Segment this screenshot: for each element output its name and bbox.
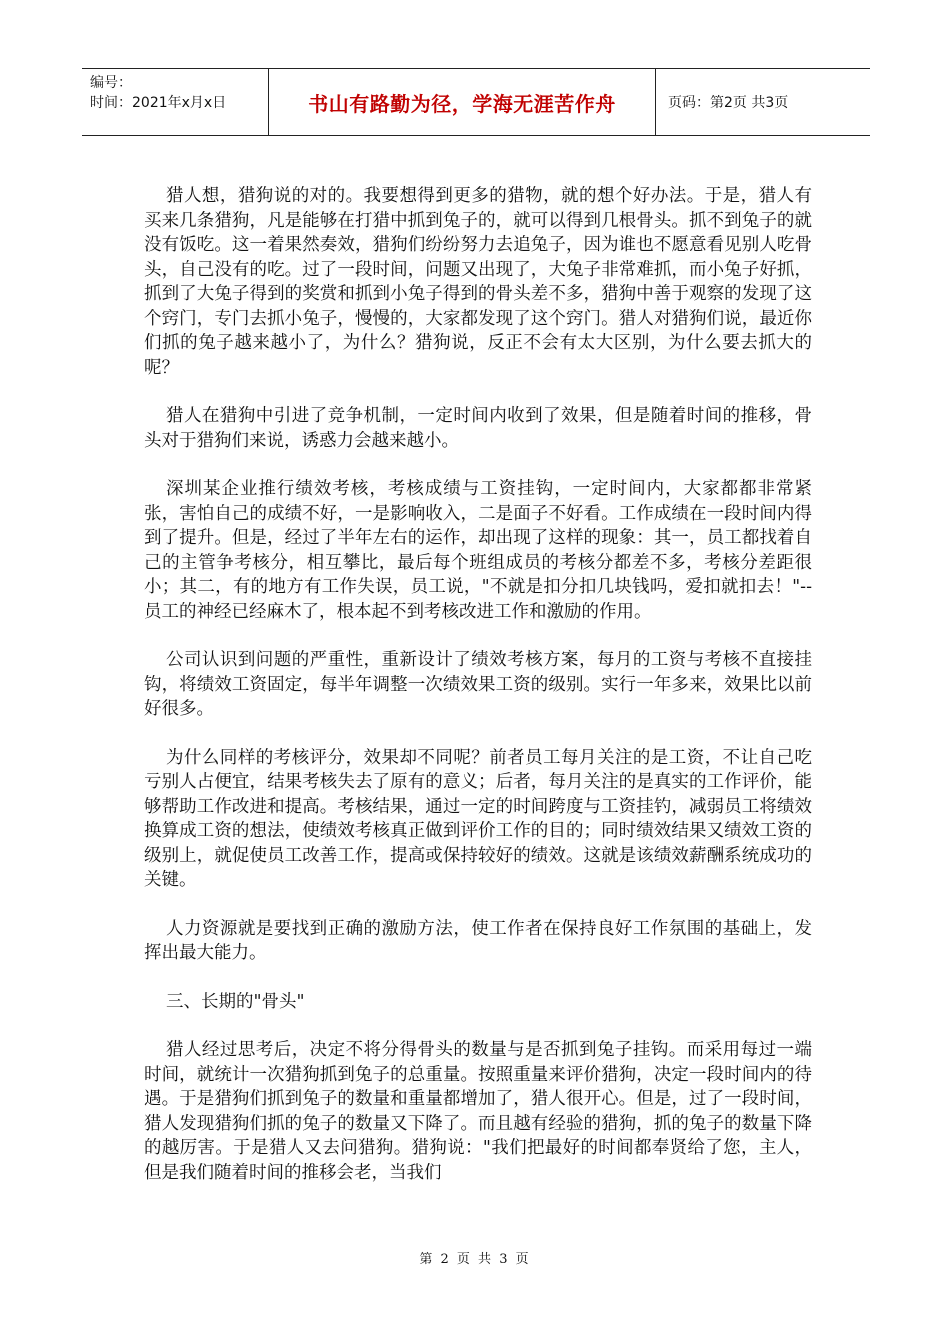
document-number-label: 编号：	[90, 75, 132, 91]
paragraph: 猎人想，猎狗说的对的。我要想得到更多的猎物，就的想个好办法。于是，猎人有买来几条猎狗，凡是能够在打猎中抓到兔子的，就可以得到几根骨头。抓不到兔子的就没有饭吃。这一着果然奏效，猎狗们纷纷努力去追兔子，因为谁也不愿意看见别人吃骨头，自己没有的吃。过了一段时间，问题又出现了，大兔子非常难抓，而小兔子好抓，抓到了大兔子得到的奖赏和抓到小兔子得到的骨头差不多，猎狗中善于观察的发现了这个窍门，专门去抓小兔子，慢慢的，大家都发现了这个窍门。猎人对猎狗们说，最近你们抓的兔子越来越小了，为什么？猎狗说，反正不会有太大区别，为什么要去抓大的呢？	[144, 186, 812, 378]
paragraph: 人力资源就是要找到正确的激励方法，使工作者在保持良好工作氛围的基础上，发挥出最大能力。	[144, 918, 812, 963]
paragraph: 深圳某企业推行绩效考核，考核成绩与工资挂钩，一定时间内，大家都都非常紧张，害怕自己的成绩不好，一是影响收入，二是面子不好看。工作成绩在一段时间内得到了提升。但是，经过了半年左右的运作，却出现了这样的现象：其一，员工都找着自己的主管争考核分，相互攀比，最后每个班组成员的考核分都差不多，考核分差距很小；其二，有的地方有工作失误，员工说，"不就是扣分扣几块钱吗，爱扣就扣去！"--员工的神经已经麻木了，根本起不到考核改进工作和激励的作用。	[144, 479, 812, 622]
paragraph: 猎人在猎狗中引进了竞争机制，一定时间内收到了效果，但是随着时间的推移，骨头对于猎狗们来说，诱惑力会越来越小。	[144, 406, 812, 451]
page-header	[82, 68, 870, 136]
paragraph: 猎人经过思考后，决定不将分得骨头的数量与是否抓到兔子挂钩。而采用每过一端时间，就统计一次猎狗抓到兔子的总重量。按照重量来评价猎狗，决定一段时间内的待遇。于是猎狗们抓到兔子的数量和重量都增加了，猎人很开心。但是，过了一段时间，猎人发现猎狗们抓的兔子的数量又下降了。而且越有经验的猎狗，抓的兔子的数量下降的越厉害。于是猎人又去问猎狗。猎狗说："我们把最好的时间都奉贤给了您，主人，但是我们随着时间的推移会老，当我们	[144, 1040, 812, 1183]
header-page-info-cell	[656, 69, 870, 135]
section-heading: 三、长期的"骨头"	[166, 991, 305, 1012]
header-motto-cell	[269, 69, 656, 135]
paragraph: 为什么同样的考核评分，效果却不同呢？前者员工每月关注的是工资，不让自己吃亏别人占便宜，结果考核失去了原有的意义；后者，每月关注的是真实的工作评价，能够帮助工作改进和提高。考核结果，通过一定的时间跨度与工资挂钓，减弱员工将绩效换算成工资的想法，使绩效考核真正做到评价工作的目的；同时绩效结果又绩效工资的级别上，就促使员工改善工作，提高或保持较好的绩效。这就是该绩效薪酬系统成功的关键。	[144, 747, 812, 890]
document-body	[144, 184, 812, 1185]
header-motto: 书山有路勤为径，学海无涯苦作舟	[308, 91, 616, 116]
header-meta	[82, 69, 269, 135]
document-date-label: 时间：2021年x月x日	[90, 95, 227, 111]
paragraph: 公司认识到问题的严重性，重新设计了绩效考核方案，每月的工资与考核不直接挂钩，将绩效工资固定，每半年调整一次绩效果工资的级别。实行一年多来，效果比以前好很多。	[144, 650, 812, 719]
header-page-info: 页码：第2页 共3页	[668, 95, 789, 111]
page-footer: 第 2 页 共 3 页	[419, 1252, 531, 1267]
